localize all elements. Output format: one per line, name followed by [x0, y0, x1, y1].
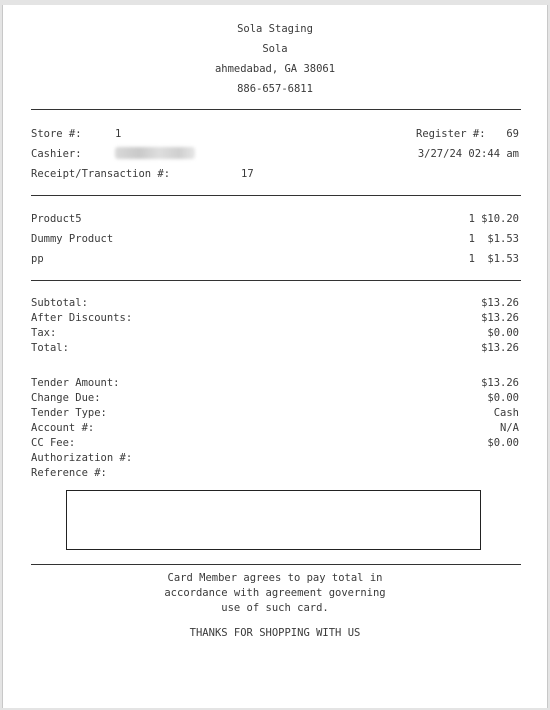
after-discounts-label: After Discounts: — [31, 312, 133, 324]
line-item-name: Product5 — [31, 213, 82, 225]
account-number-label: Account #: — [31, 422, 95, 434]
cc-fee-label: CC Fee: — [31, 437, 76, 449]
store-subname: Sola — [262, 43, 288, 55]
store-number-value: 1 — [115, 128, 122, 140]
after-discounts-value: $13.26 — [481, 312, 519, 324]
line-item-name: pp — [31, 253, 44, 265]
total-value: $13.26 — [481, 342, 519, 354]
line-item-qty: 1 — [468, 253, 475, 265]
line-item-price: $10.20 — [481, 213, 519, 225]
line-item-name: Dummy Product — [31, 233, 114, 245]
store-address: ahmedabad, GA 38061 — [214, 63, 336, 75]
divider — [31, 564, 521, 565]
store-name: Sola Staging — [237, 23, 313, 35]
signature-box — [66, 490, 481, 550]
cashier-name-redacted — [115, 147, 195, 159]
receipt-number-label: Receipt/Transaction #: — [31, 168, 171, 180]
store-number-label: Store #: — [31, 128, 82, 140]
reference-label: Reference #: — [31, 467, 107, 479]
cashier-label: Cashier: — [31, 148, 82, 160]
agreement-line-2: accordance with agreement governing — [164, 587, 386, 599]
receipt-number-value: 17 — [241, 168, 254, 180]
receipt — [2, 5, 548, 708]
tax-value: $0.00 — [487, 327, 519, 339]
subtotal-label: Subtotal: — [31, 297, 88, 309]
divider — [31, 280, 521, 281]
change-due-label: Change Due: — [31, 392, 101, 404]
cc-fee-value: $0.00 — [487, 437, 519, 449]
tender-type-value: Cash — [493, 407, 519, 419]
line-item-price: $1.53 — [487, 233, 519, 245]
register-label: Register #: — [416, 128, 486, 140]
line-item-qty: 1 — [468, 213, 475, 225]
tax-label: Tax: — [31, 327, 57, 339]
agreement-line-3: use of such card. — [221, 602, 329, 614]
total-label: Total: — [31, 342, 69, 354]
divider — [31, 195, 521, 196]
agreement-line-1: Card Member agrees to pay total in — [167, 572, 383, 584]
tender-amount-value: $13.26 — [481, 377, 519, 389]
line-item-price: $1.53 — [487, 253, 519, 265]
tender-type-label: Tender Type: — [31, 407, 107, 419]
thanks-message: THANKS FOR SHOPPING WITH US — [189, 627, 361, 639]
line-item-qty: 1 — [468, 233, 475, 245]
subtotal-value: $13.26 — [481, 297, 519, 309]
register-value: 69 — [506, 128, 519, 140]
tender-amount-label: Tender Amount: — [31, 377, 120, 389]
transaction-datetime: 3/27/24 02:44 am — [417, 148, 519, 160]
account-number-value: N/A — [500, 422, 519, 434]
divider — [31, 109, 521, 110]
store-phone: 886-657-6811 — [237, 83, 313, 95]
change-due-value: $0.00 — [487, 392, 519, 404]
authorization-label: Authorization #: — [31, 452, 133, 464]
